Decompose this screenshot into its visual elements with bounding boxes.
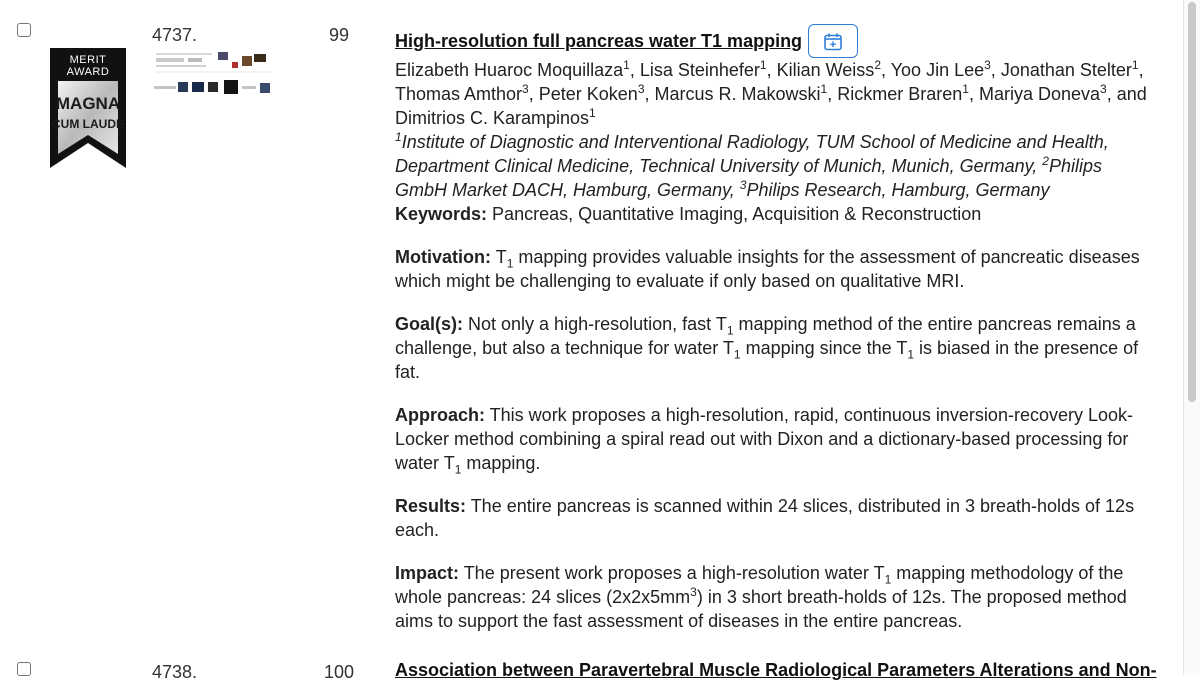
author-affiliation-index: 1 (623, 58, 630, 72)
add-to-calendar-button[interactable] (808, 24, 858, 58)
author-list: Elizabeth Huaroc Moquillaza$^1$, Lisa Steinhefer$^1$, Kilian Weiss$^2$, Yoo Jin Lee$^3$, Jonathan Stelter$^1$, Thomas Amthor$^3$, Peter Koken$^3$, Marcus R. Makowski$^1$, Rickmer Braren$^1$, Mariya Doneva$^3$, and Dimitrios C. Karampinos$^1$ (395, 58, 1147, 128)
abstract-score: 100 (324, 662, 355, 682)
author-name: Dimitrios C. Karampinos (395, 108, 590, 128)
author-name: Marcus R. Makowski (654, 84, 821, 104)
merit-award-badge (50, 48, 126, 168)
goals-label: Goal(s): (395, 314, 464, 334)
author-name: Jonathan Stelter (1000, 60, 1132, 80)
author-affiliation-index: 1 (759, 58, 767, 72)
vertical-scrollbar[interactable] (1183, 0, 1200, 675)
goals-section: Goal(s): Not only a high-resolution, fast $T_1$ mapping method of the entire pancreas remains a challenge, but also a technique for water $T_1$ mapping since the $T_1$ is biased in the presence of fat. (395, 314, 1139, 382)
author-affiliation-index: 1 (820, 82, 828, 96)
figure-thumbnail[interactable] (152, 46, 273, 102)
author-affiliation-index: 3 (637, 82, 645, 96)
author-affiliation-index: 2 (874, 58, 881, 72)
select-checkbox[interactable] (17, 662, 31, 676)
author-affiliation-index: 1 (589, 106, 596, 120)
calendar-plus-icon (823, 32, 843, 52)
author-name: Rickmer Braren (837, 84, 963, 104)
results-label: Results: (395, 496, 467, 516)
author-name: Peter Koken (538, 84, 638, 104)
award-main-text: MAGNA (55, 94, 121, 113)
impact-section: Impact: The present work proposes a high-resolution water $T_1$ mapping methodology of the whole pancreas: 24 slices $(2x2x5mm^3)$ in 3 short breath-holds of 12s. The proposed method aims to support the fast assessment of diseases in the entire pancreas. (395, 563, 1127, 631)
award-middle-text: AWARD (66, 66, 110, 78)
abstract-score: 99 (329, 25, 350, 45)
affiliation-index: 3 (739, 178, 747, 192)
author-name: Elizabeth Huaroc Moquillaza (395, 60, 624, 80)
keywords-label: Keywords: (395, 204, 488, 224)
author-name: Yoo Jin Lee (890, 60, 985, 80)
author-affiliation-index: 3 (1100, 82, 1107, 96)
select-checkbox[interactable] (17, 23, 31, 37)
author-affiliation-index: 1 (1131, 58, 1139, 72)
affiliation-text: Philips Research, Hamburg, Germany (746, 180, 1050, 200)
abstract-title-link[interactable]: Association between Paravertebral Muscle Radiological Parameters Alterations and Non- (395, 660, 1157, 680)
approach-section: Approach: This work proposes a high-resolution, rapid, continuous inversion-recovery Look-Locker method combining a spiral read out with Dixon and a dictionary-based processing for water $T_1$ mapping. (395, 405, 1133, 477)
author-affiliation-index: 3 (522, 82, 529, 96)
author-name: Kilian Weiss (776, 60, 875, 80)
motivation-section: Motivation: $T_1$ mapping provides valuable insights for the assessment of pancreatic diseases which might be challenging to evaluate if only based on qualitative MRI. (395, 247, 1140, 291)
author-name: Mariya Doneva (978, 84, 1101, 104)
affiliation-text: Philips GmbH Market DACH, Hamburg, Germany, (395, 156, 1102, 200)
author-affiliation-index: 3 (984, 58, 991, 72)
keywords-row (395, 202, 1155, 226)
abstract-number: 4737. (152, 25, 198, 45)
affiliations (395, 130, 1155, 202)
affiliation-index: 1 (395, 130, 402, 144)
affiliation-index: 2 (1042, 154, 1049, 168)
motivation-label: Motivation: (395, 247, 491, 267)
results-section: Results: The entire pancreas is scanned within 24 slices, distributed in 3 breath-holds of 12s each. (395, 496, 1135, 540)
award-sub-text: CUM LAUDE (52, 117, 124, 131)
author-name: Lisa Steinhefer (639, 60, 760, 80)
abstract-entry (395, 28, 1155, 633)
author-affiliation-index: 1 (962, 82, 969, 96)
abstract-title-link[interactable]: High-resolution full pancreas water T1 mapping (395, 31, 803, 51)
author-name: Thomas Amthor (395, 84, 523, 104)
abstract-number: 4738. (152, 662, 198, 682)
impact-label: Impact: (395, 563, 460, 583)
approach-label: Approach: (395, 405, 485, 425)
affiliation-text: Institute of Diagnostic and Interventional Radiology, TUM School of Medicine and Health, Department Clinical Medicine, Technical University of Munich, Munich, Germany, (395, 132, 1109, 176)
keywords-text: Pancreas, Quantitative Imaging, Acquisition & Reconstruction (492, 204, 982, 224)
award-top-text: MERIT (69, 54, 107, 66)
scrollbar-thumb[interactable] (1188, 2, 1196, 402)
